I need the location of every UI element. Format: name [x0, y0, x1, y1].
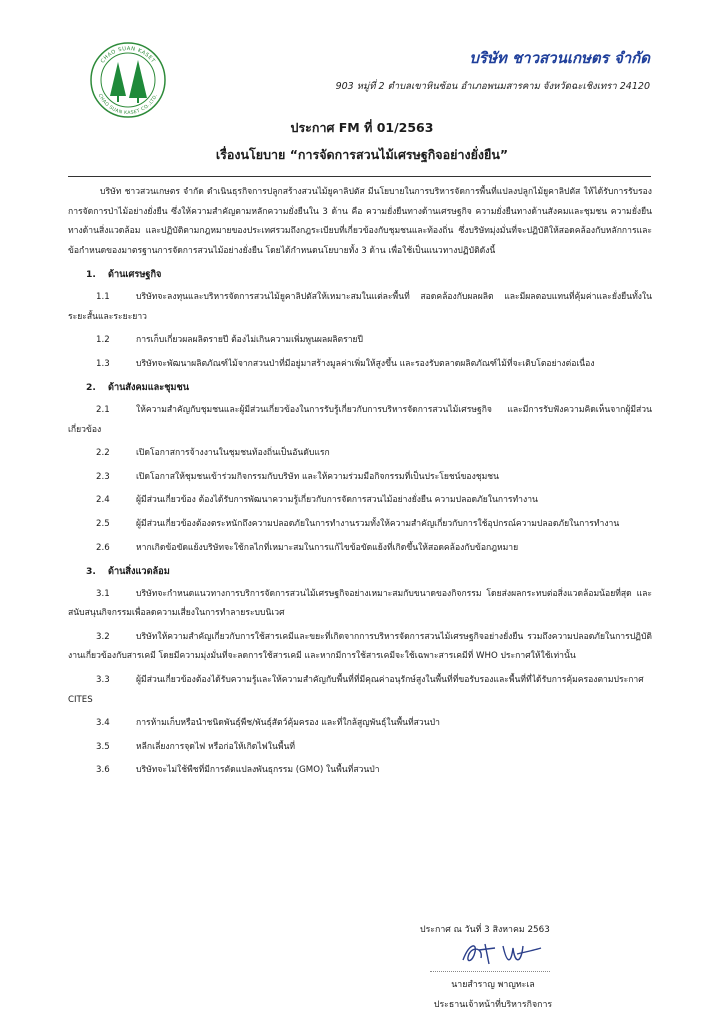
- item-number: 3.4: [96, 718, 110, 729]
- company-logo: [88, 40, 168, 120]
- section-title: ด้านสังคมและชุมชน: [108, 382, 189, 394]
- item-number: 2.2: [96, 448, 110, 459]
- company-name: บริษัท ชาวสวนเกษตร จำกัด: [469, 49, 650, 67]
- policy-item: [68, 331, 652, 351]
- item-number: 3.6: [96, 765, 110, 776]
- section-heading: [86, 378, 652, 398]
- policy-item: [68, 491, 652, 511]
- item-text: การเก็บเกี่ยวผลผลิตรายปี ต้องไม่เกินความเพิ่มพูนผลผลิตรายปี: [136, 335, 364, 346]
- item-text: เปิดโอกาสการจ้างงานในชุมชนท้องถิ่นเป็นอันดับแรก: [136, 448, 330, 459]
- policy-item: [68, 355, 652, 375]
- item-text: เปิดโอกาสให้ชุมชนเข้าร่วมกิจกรรมกับบริษัท และให้ความร่วมมือกิจกรรมที่เป็นประโยชน์ของชุมชน: [136, 471, 499, 482]
- section-title: ด้านสิ่งแวดล้อม: [108, 566, 170, 578]
- section-title: ด้านเศรษฐกิจ: [108, 269, 162, 281]
- item-text: ผู้มีส่วนเกี่ยวข้องต้องตระหนักถึงความปลอดภัยในการทำงานรวมทั้งให้ความสำคัญเกี่ยวกับการใช้อุปกรณ์ความปลอดภัยในการทำงาน: [136, 518, 620, 529]
- policy-item: [68, 738, 652, 758]
- item-number: 3.3: [96, 675, 110, 686]
- policy-item: [68, 401, 652, 440]
- item-text: บริษัทจะกำหนดแนวทางการบริการจัดการสวนไม้เศรษฐกิจอย่างเหมาะสมกับขนาดของกิจกรรม โดยส่งผลกระทบต่อสิ่งแวดล้อมน้อยที่สุด และสนับสนุนกิจกรรมเพื่อลดความเสี่ยงในการทำลายระบบนิเวศ: [68, 588, 652, 619]
- policy-item: [68, 628, 652, 667]
- section-number: 3.: [86, 566, 96, 578]
- item-text: หากเกิดข้อขัดแย้งบริษัทจะใช้กลไกที่เหมาะสมในการแก้ไขข้อขัดแย้งที่เกิดขึ้นให้สอดคล้องกับข้อกฎหมาย: [136, 542, 519, 553]
- item-number: 1.2: [96, 335, 110, 346]
- item-text: บริษัทจะพัฒนาผลิตภัณฑ์ไม้จากสวนป่าที่มีอยู่มาสร้างมูลค่าเพิ่มให้สูงขึ้น และรองรับตลาดผลิตภัณฑ์ไม้ที่จะเติบโตอย่างต่อเนื่อง: [136, 358, 595, 369]
- signer-name: นายสำราญ พาญทะเล: [451, 980, 535, 990]
- tree-icon: [110, 60, 147, 103]
- section-heading: [86, 562, 652, 582]
- policy-item: [68, 714, 652, 734]
- announcement-title: ประกาศ FM ที่ 01/2563: [290, 120, 434, 135]
- policy-item: [68, 671, 652, 710]
- policy-item: [68, 515, 652, 535]
- company-address: 903 หมู่ที่ 2 ตำบลเขาหินซ้อน อำเภอพนมสารคาม จังหวัดฉะเชิงเทรา 24120: [335, 81, 650, 92]
- logo-bottom-text: CHAO SUAN KASET CO.,LTD.: [96, 93, 160, 117]
- item-number: 2.6: [96, 542, 110, 553]
- item-number: 1.1: [96, 291, 110, 302]
- item-number: 2.1: [96, 404, 110, 415]
- item-number: 2.5: [96, 518, 110, 529]
- item-text: ผู้มีส่วนเกี่ยวข้อง ต้องได้รับการพัฒนาความรู้เกี่ยวกับการจัดการสวนไม้อย่างยั่งยืน ความปลอดภัยในการทำงาน: [136, 495, 538, 506]
- signature-line: [430, 971, 550, 972]
- item-number: 3.1: [96, 588, 110, 599]
- section-number: 1.: [86, 269, 96, 281]
- item-text: หลีกเลี่ยงการจุดไฟ หรือก่อให้เกิดไฟในพื้นที่: [136, 741, 296, 752]
- item-number: 2.3: [96, 471, 110, 482]
- logo-top-text: CHAO SUAN KASET: [99, 45, 157, 65]
- signer-title: ประธานเจ้าหน้าที่บริหารกิจการ: [433, 1000, 553, 1010]
- intro-paragraph: บริษัท ชาวสวนเกษตร จำกัด ดำเนินธุรกิจการปลูกสร้างสวนไม้ยูคาลิปตัส มีนโยบายในการบริหารจัดการพื้นที่แปลงปลูกไม้ยูคาลิปตัส ให้ได้รับการรับรองการจัดการป่าไม้อย่างยั่งยืน ซึ่งให้ความสำคัญตามหลักความยั่งยืนใน 3 ด้าน คือ ความยั่งยืนทางด้านเศรษฐกิจ ความยั่งยืนทางด้านสังคมและชุมชน ความยั่งยืนทางด้านสิ่งแวดล้อม และปฏิบัติตามกฎหมายของประเทศรวมถึงกฎระเบียบที่เกี่ยวข้องกับชุมชนและท้องถิ่น ซึ่งบริษัทมุ่งมั่นที่จะปฏิบัติให้สอดคล้องกับหลักการและข้อกำหนดของมาตรฐานการจัดการสวนไม้อย่างยั่งยืน โดยได้กำหนดนโยบายทั้ง 3 ด้าน เพื่อใช้เป็นแนวทางปฏิบัติดังนี้: [68, 187, 652, 256]
- item-number: 1.3: [96, 358, 110, 369]
- item-text: บริษัทให้ความสำคัญเกี่ยวกับการใช้สารเคมีและขยะที่เกิดจากการบริหารจัดการสวนไม้เศรษฐกิจอย่างยั่งยืน รวมถึงความปลอดภัยในการปฏิบัติงานเกี่ยวข้องกับสารเคมี โดยมีความมุ่งมั่นที่จะลดการใช้สารเคมี และหากมีการใช้สารเคมีจะใช้เฉพาะสารเคมีที่ WHO ประกาศให้ใช้เท่านั้น: [68, 631, 652, 662]
- policy-body: [68, 183, 652, 785]
- item-text: ให้ความสำคัญกับชุมชนและผู้มีส่วนเกี่ยวข้องในการรับรู้เกี่ยวกับการบริหารจัดการสวนไม้เศรษฐกิจ และมีการรับฟังความคิดเห็นจากผู้มีส่วนเกี่ยวข้อง: [68, 404, 652, 435]
- item-text: ผู้มีส่วนเกี่ยวข้องต้องได้รับความรู้และให้ความสำคัญกับพื้นที่ที่มีคุณค่าอนุรักษ์สูงในพื้นที่ที่ขอรับรองและพื้นที่ที่ได้รับการคุ้มครองตามประกาศ CITES: [68, 675, 644, 705]
- policy-item: [68, 761, 652, 781]
- policy-item: [68, 444, 652, 464]
- item-text: การห้ามเก็บหรือนำชนิดพันธุ์พืช/พันธุ์สัตว์คุ้มครอง และที่ใกล้สูญพันธุ์ในพื้นที่สวนป่า: [136, 718, 440, 729]
- section-heading: [86, 265, 652, 285]
- item-number: 3.5: [96, 741, 110, 752]
- item-text: บริษัทจะลงทุนและบริหารจัดการสวนไม้ยูคาลิปตัสให้เหมาะสมในแต่ละพื้นที่ สอดคล้องกับผลผลิต และมีผลตอบแทนที่คุ้มค่าและยั่งยืนทั้งในระยะสั้นและระยะยาว: [68, 291, 652, 322]
- item-number: 3.2: [96, 631, 110, 642]
- section-number: 2.: [86, 382, 96, 394]
- item-text: บริษัทจะไม่ใช้พืชที่มีการตัดแปลงพันธุกรรม (GMO) ในพื้นที่สวนป่า: [136, 765, 380, 776]
- announcement-date: ประกาศ ณ วันที่ 3 สิงหาคม 2563: [420, 925, 550, 935]
- header-divider: [68, 176, 651, 177]
- announcement-subject: เรื่องนโยบาย “การจัดการสวนไม้เศรษฐกิจอย่างยั่งยืน”: [215, 147, 509, 162]
- policy-item: [68, 288, 652, 327]
- item-number: 2.4: [96, 495, 110, 506]
- signature-mark: [455, 936, 545, 970]
- policy-item: [68, 585, 652, 624]
- policy-item: [68, 539, 652, 559]
- policy-item: [68, 468, 652, 488]
